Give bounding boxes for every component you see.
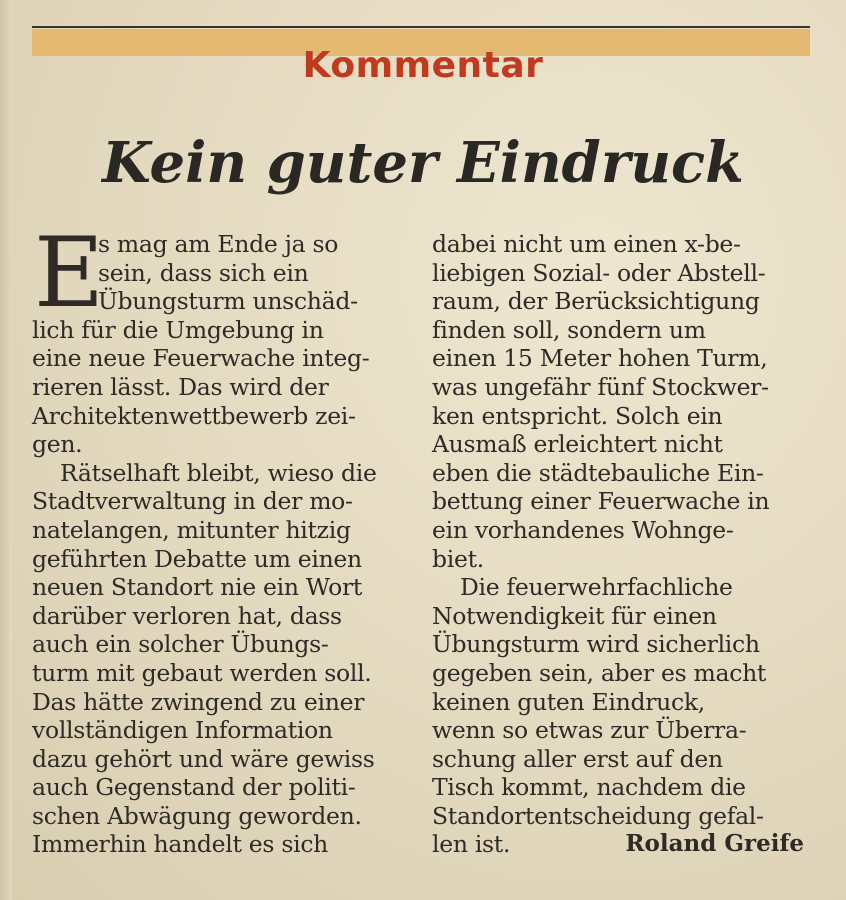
text-line: neuen Standort nie ein Wort [32,573,363,602]
text-line: schen Abwägung geworden. [32,801,362,830]
text-line: Übungsturm unschäd- [98,287,358,316]
text-line: eine neue Feuerwache integ- [32,344,370,373]
text-line: lich für die Umgebung in [32,315,324,344]
text-line: gen. [32,430,83,459]
text-line: liebigen Sozial- oder Abstell- [432,258,766,287]
signature-line [432,830,812,859]
column-right [432,230,812,859]
text-line: auch ein solcher Übungs- [32,630,329,659]
text-line: Rätselhaft bleibt, wieso die [60,458,377,487]
text-line: dazu gehört und wäre gewiss [32,744,375,773]
text-line: geführten Debatte um einen [32,544,362,573]
text-line: Immerhin handelt es sich [32,830,329,859]
text-line: ein vorhandenes Wohnge- [432,515,734,544]
author-signature: Roland Greife [625,830,804,858]
article-headline: Kein guter Eindruck [102,130,744,196]
top-rule [32,26,810,28]
text-line: gegeben sein, aber es macht [432,658,767,687]
text-line: natelangen, mitunter hitzig [32,515,351,544]
text-line: Notwendigkeit für einen [432,601,717,630]
text-line: len ist. [432,830,511,859]
text-line: Die feuerwehrfachliche [460,573,733,602]
text-line: keinen guten Eindruck, [432,687,705,716]
text-line: rieren lässt. Das wird der [32,372,329,401]
text-line: Standortentscheidung gefal- [432,801,764,830]
text-line: schung aller erst auf den [432,744,723,773]
text-line: biet. [432,544,484,573]
text-line: vollständigen Information [32,716,333,745]
text-line: s mag am Ende ja so [98,230,339,258]
text-line: wenn so etwas zur Überra- [432,716,747,745]
text-line: Architektenwettbewerb zei- [32,401,356,430]
drop-cap: E [34,217,105,329]
text-line: Tisch kommt, nachdem die [432,773,746,802]
text-line: bettung einer Feuerwache in [432,487,770,516]
text-line: turm mit gebaut werden soll. [32,658,372,687]
text-line: Übungsturm wird sicherlich [432,630,760,659]
text-line: auch Gegenstand der politi- [32,773,356,802]
text-line: sein, dass sich ein [98,258,309,287]
text-line: dabei nicht um einen x-be- [432,230,741,258]
text-line: eben die städtebauliche Ein- [432,458,764,487]
section-kicker: Kommentar [302,45,544,86]
text-line: Ausmaß erleichtert nicht [432,430,723,459]
text-line: Das hätte zwingend zu einer [32,687,365,716]
text-line: raum, der Berücksichtigung [432,287,760,316]
text-line: Stadtverwaltung in der mo- [32,487,353,516]
text-line: was ungefähr fünf Stockwer- [432,372,769,401]
text-line: finden soll, sondern um [432,315,706,344]
text-line: einen 15 Meter hohen Turm, [432,344,768,373]
text-line: darüber verloren hat, dass [32,601,342,630]
column-left [32,217,412,859]
text-line: ken entspricht. Solch ein [432,401,723,430]
